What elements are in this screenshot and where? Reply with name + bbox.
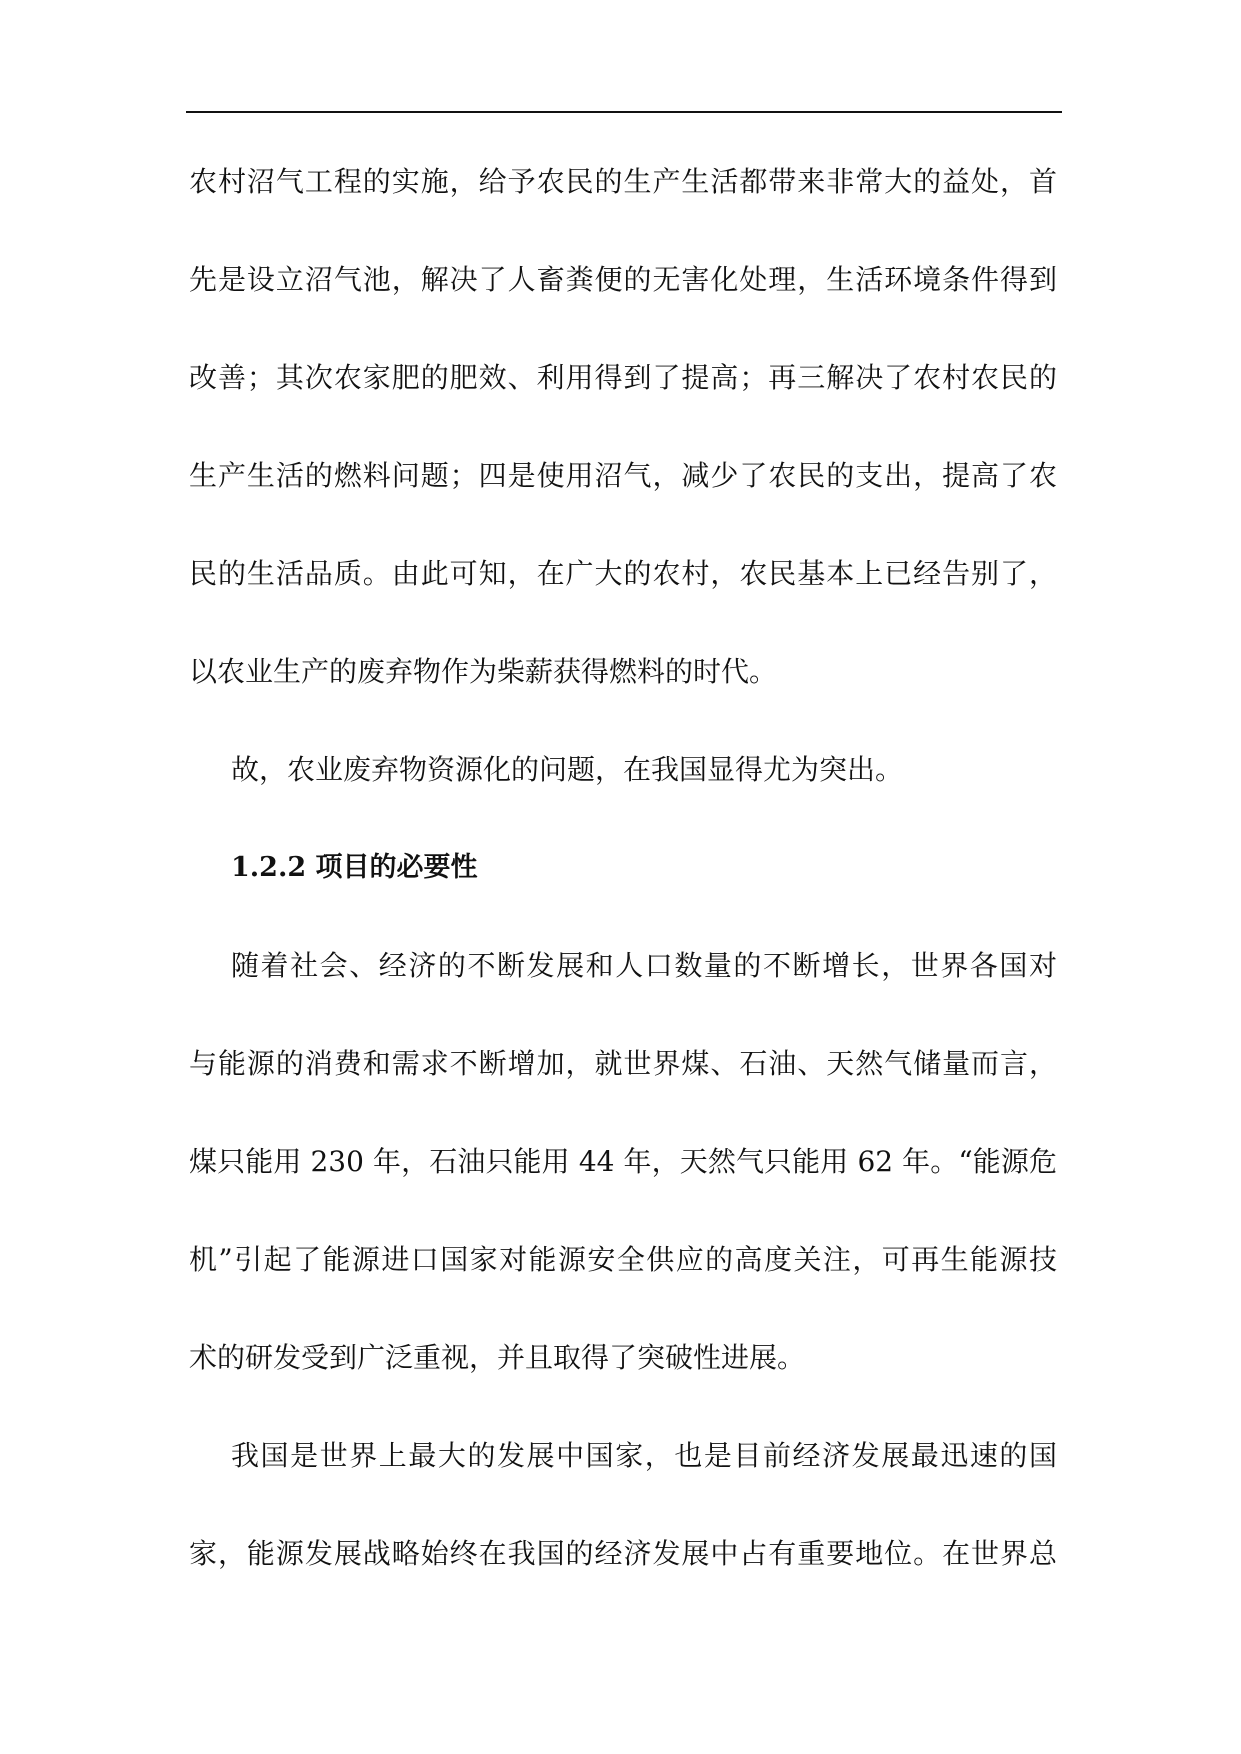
paragraph-line: 改善；其次农家肥的肥效、利用得到了提高；再三解决了农村农民的 [189,361,1057,394]
paragraph-line: 术的研发受到广泛重视，并且取得了突破性进展。 [189,1341,806,1374]
paragraph-line: 机”引起了能源进口国家对能源安全供应的高度关注，可再生能源技 [189,1243,1057,1276]
paragraph-line: 我国是世界上最大的发展中国家，也是目前经济发展最迅速的国 [231,1439,1057,1472]
paragraph-line: 民的生活品质。由此可知，在广大的农村，农民基本上已经告别了， [189,557,1057,590]
header-rule [186,111,1062,113]
paragraph-line: 随着社会、经济的不断发展和人口数量的不断增长，世界各国对 [231,949,1057,982]
document-body [189,148,1057,1618]
paragraph-line: 故，农业废弃物资源化的问题，在我国显得尤为突出。 [231,753,904,786]
paragraph-line: 农村沼气工程的实施，给予农民的生产生活都带来非常大的益处，首 [189,165,1057,198]
paragraph-line: 以农业生产的废弃物作为柴薪获得燃料的时代。 [189,655,778,688]
paragraph-line: 煤只能用 230 年，石油只能用 44 年，天然气只能用 62 年。“能源危 [189,1145,1057,1178]
paragraph-line: 家，能源发展战略始终在我国的经济发展中占有重要地位。在世界总 [189,1537,1057,1570]
paragraph-line: 先是设立沼气池，解决了人畜粪便的无害化处理，生活环境条件得到 [189,263,1057,296]
section-heading: 1.2.2 项目的必要性 [231,852,478,883]
paragraph-line: 生产生活的燃料问题；四是使用沼气，减少了农民的支出，提高了农 [189,459,1057,492]
paragraph-line: 与能源的消费和需求不断增加，就世界煤、石油、天然气储量而言， [189,1047,1057,1080]
